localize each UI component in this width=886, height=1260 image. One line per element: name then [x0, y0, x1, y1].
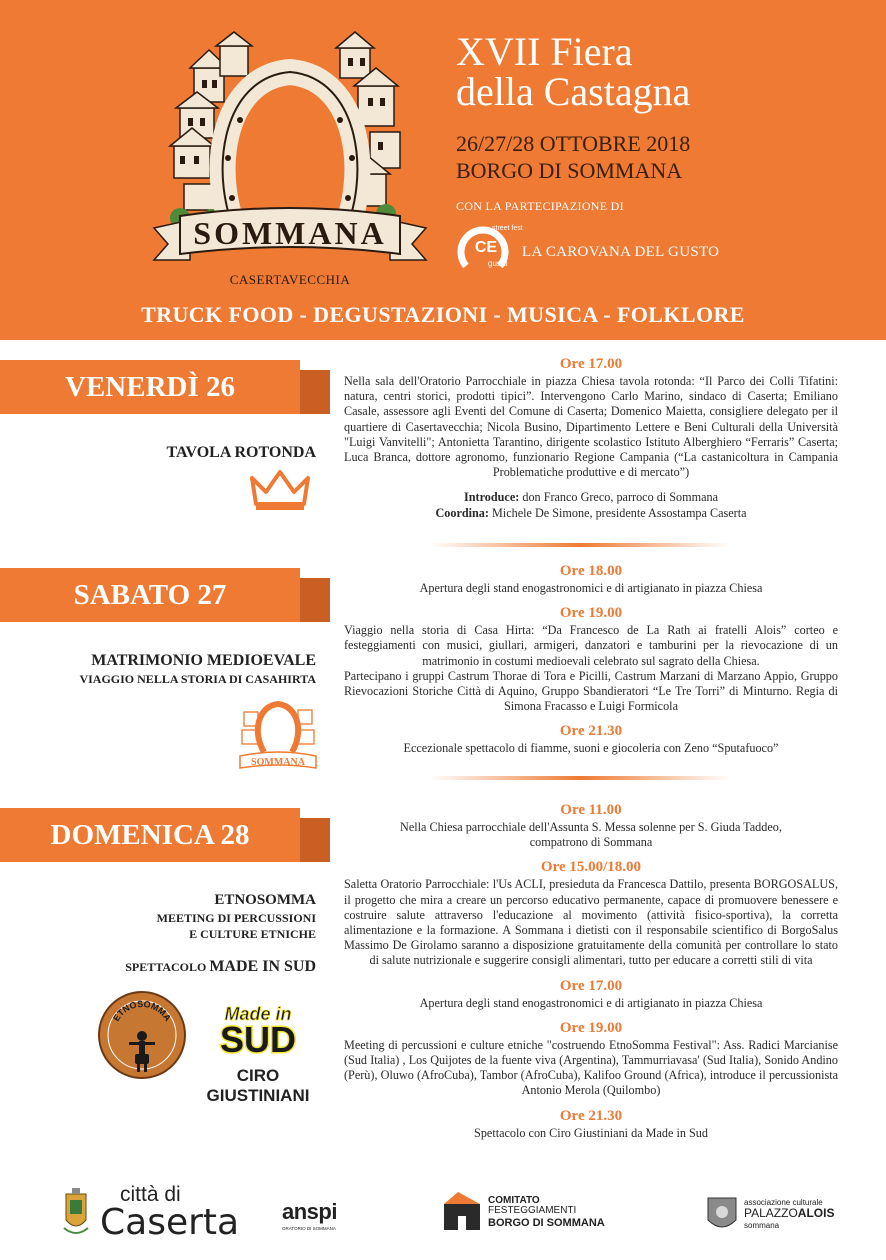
event-time: Ore 15.00/18.00	[540, 859, 642, 876]
event-text: Viaggio nella storia di Casa Hirta: “Da Francesco de La Rath ai fratelli Alois” corteo e festeggiamenti con musici, giullari, armigeri, danzatori e tamburini per la rievocazione di un matrimonio in costumi medioevali celebrato sul sagrato della Chiesa.	[344, 623, 838, 668]
saturday-subtitle-2: VIAGGIO NELLA STORIA DI CASAHIRTA	[79, 672, 316, 686]
event-item	[344, 1019, 838, 1099]
sunday-subtitle: ETNOSOMMA	[214, 892, 316, 908]
svg-text:SUD: SUD	[219, 1019, 297, 1060]
shield-icon	[706, 1196, 738, 1234]
made-in-sud-logo-icon	[206, 1000, 310, 1060]
day-banner-sunday	[0, 808, 330, 862]
event-time: Ore 18.00	[559, 563, 623, 579]
event-time: Ore 11.00	[560, 802, 622, 818]
event-item	[344, 562, 838, 596]
day-label: DOMENICA 28	[50, 819, 250, 851]
sunday-subtitle-2: MEETING DI PERCUSSIONI	[156, 911, 316, 925]
partner-intro: CON LA PARTECIPAZIONE DI	[456, 199, 624, 213]
svg-text:SOMMANA: SOMMANA	[251, 757, 305, 768]
event-time: Ore 17.00	[559, 356, 623, 372]
comitato-logo: COMITATO FESTEGGIAMENTI BORGO DI SOMMANA	[444, 1190, 634, 1236]
crown-icon	[248, 468, 312, 512]
svg-text:street fest: street fest	[492, 225, 523, 232]
saturday-schedule	[344, 562, 838, 765]
introduce-line: Introduce: don Franco Greco, parroco di Sommana	[464, 490, 718, 505]
street-fest-badge-icon	[452, 216, 523, 272]
day-banner-friday	[0, 360, 330, 414]
partner-name: LA CAROVANA DEL GUSTO	[522, 244, 720, 260]
event-text-2: Partecipano i gruppi Castrum Thorae di Tora e Picilli, Castrum Marzani di Marzano Appio, Gruppo Rievocazioni Storiche Città di Aquino, Gruppo Sbandieratori “Le Tre Torri” di Minturno. Regia di Simona Fracasso e Luigi Formicola	[344, 668, 838, 714]
svg-text:Made in: Made in	[224, 1004, 292, 1024]
anspi-logo: anspi ORATORIO DI SOMMANA	[282, 1199, 337, 1231]
sommana-mini-logo-icon	[236, 692, 320, 776]
banner-fold	[300, 370, 330, 414]
event-item	[344, 1107, 838, 1141]
day-label: SABATO 27	[73, 579, 227, 611]
horseshoe-village-icon	[150, 28, 430, 268]
divider-line	[430, 543, 730, 547]
svg-text:ETNOSOMMA: ETNOSOMMA	[111, 998, 173, 1023]
day-label: VENERDÌ 26	[65, 371, 235, 403]
palazzo-alois-logo: associazione culturale PALAZZOALOIS sommana	[706, 1194, 856, 1238]
coordina-line: Coordina: Michele De Simone, presidente Assostampa Caserta	[435, 505, 747, 520]
svg-text:gusto: gusto	[488, 259, 508, 268]
event-item	[344, 355, 838, 480]
event-text: Apertura degli stand enogastronomici e di artigianato in piazza Chiesa	[419, 581, 763, 595]
event-time: Ore 21.30	[559, 1107, 623, 1124]
event-time: Ore 19.00	[559, 605, 623, 622]
sunday-schedule	[344, 801, 838, 1149]
event-title: XVII Fiera della Castagna	[456, 29, 691, 114]
event-text: Meeting di percussioni e culture etniche "costruendo EtnoSomma Festival": Ass. Radici Marcianise (Sud Italia) , Los Quijotes de la fuente viva (Argentina), Tammurriavasa' (Sud Italia), Sonido Andino (Perù), Oluwo (AfroCuba), Tambor (AfroCuba), Kalifoo Ground (Africa), introduce il percussionista Antonio Merola (Quilombo)	[344, 1037, 838, 1098]
event-text: Apertura degli stand enogastronomici e di artigianato in piazza Chiesa	[419, 995, 763, 1010]
ciro-giustiniani-label: CIRO GIUSTINIANI	[206, 1066, 310, 1105]
svg-text:CE: CE	[474, 239, 498, 256]
event-text: Spettacolo con Ciro Giustiniani da Made in Sud	[474, 1125, 708, 1140]
event-time: Ore 17.00	[559, 977, 623, 994]
banner-fold	[300, 578, 330, 622]
friday-schedule	[344, 355, 838, 521]
etnosomma-logo-icon	[97, 990, 187, 1080]
event-text: Saletta Oratorio Parrocchiale: l'Us ACLI, presieduta da Francesca Dattilo, presenta BORGOSALUS, il progetto che mira a creare un percorso educativo permanente, capace di promuovere benessere e costruire salute attraverso l'educazione al movimento (attività fisico-sportiva), la corretta alimentazione e la formazione. A Sommana i dietisti con il responsabile scientifico di BorgoSalus Massimo De Girolamo saranno a disposizione gratuitamente della comunità per controllare lo stato di salute nutrizionale e suggerire consigli alimentari, tutto per educare a corretti stili di vita	[344, 877, 838, 968]
event-time: Ore 21.30	[559, 723, 623, 740]
church-icon	[444, 1190, 480, 1230]
banner-fold	[300, 818, 330, 862]
sunday-subtitle-3: E CULTURE ETNICHE	[189, 927, 316, 941]
svg-text:SOMMANA: SOMMANA	[193, 215, 387, 251]
header-banner	[0, 0, 886, 340]
event-item	[344, 604, 838, 714]
divider-line	[430, 776, 730, 780]
event-item	[344, 722, 838, 756]
event-text: Nella sala dell'Oratorio Parrocchiale in piazza Chiesa tavola rotonda: “Il Parco dei Colli Tifatini: natura, centri storici, prodotti tipici”. Intervengono Carlo Marino, sindaco di Caserta; Emiliano Casale, assessore agli Eventi del Comune di Caserta; Domenico Maietta, consigliere delegato per il quartiere di Casertavecchia; Nicola Busino, Dipartimento Lettere e Beni Culturali della Università "Luigi Vanvitelli"; Antonietta Tarantino, dirigente scolastico Istituto Alberghiero “Ferraris” Caserta; Luca Branca, dottore agronomo, funzionario Regione Campania (“La castanicoltura in Campania Problematiche produttive e di mercato”)	[344, 374, 838, 480]
event-text: Nella Chiesa parrocchiale dell'Assunta S. Messa solenne per S. Giuda Taddeo, compatrono di Sommana	[400, 820, 782, 850]
logo-subtitle: CASERTAVECCHIA	[229, 272, 351, 287]
saturday-subtitle: MATRIMONIO MEDIOEVALE	[91, 652, 316, 669]
sunday-spettacolo: SPETTACOLO MADE IN SUD	[125, 958, 316, 975]
event-item	[344, 858, 838, 968]
event-time: Ore 19.00	[559, 1019, 623, 1036]
event-text: Eccezionale spettacolo di fiamme, suoni e giocoleria con Zeno “Sputafuoco”	[403, 741, 779, 756]
citta-di-caserta-logo: città di Caserta	[60, 1184, 220, 1244]
coat-of-arms-icon	[60, 1186, 92, 1240]
friday-subtitle: TAVOLA ROTONDA	[166, 444, 316, 461]
event-item	[344, 801, 838, 850]
sommana-logo	[150, 28, 430, 290]
tagline: TRUCK FOOD - DEGUSTAZIONI - MUSICA - FOLKLORE	[141, 302, 745, 327]
event-dates: 26/27/28 OTTOBRE 2018 BORGO DI SOMMANA	[456, 131, 691, 183]
day-banner-saturday	[0, 568, 330, 622]
event-item	[344, 977, 838, 1011]
